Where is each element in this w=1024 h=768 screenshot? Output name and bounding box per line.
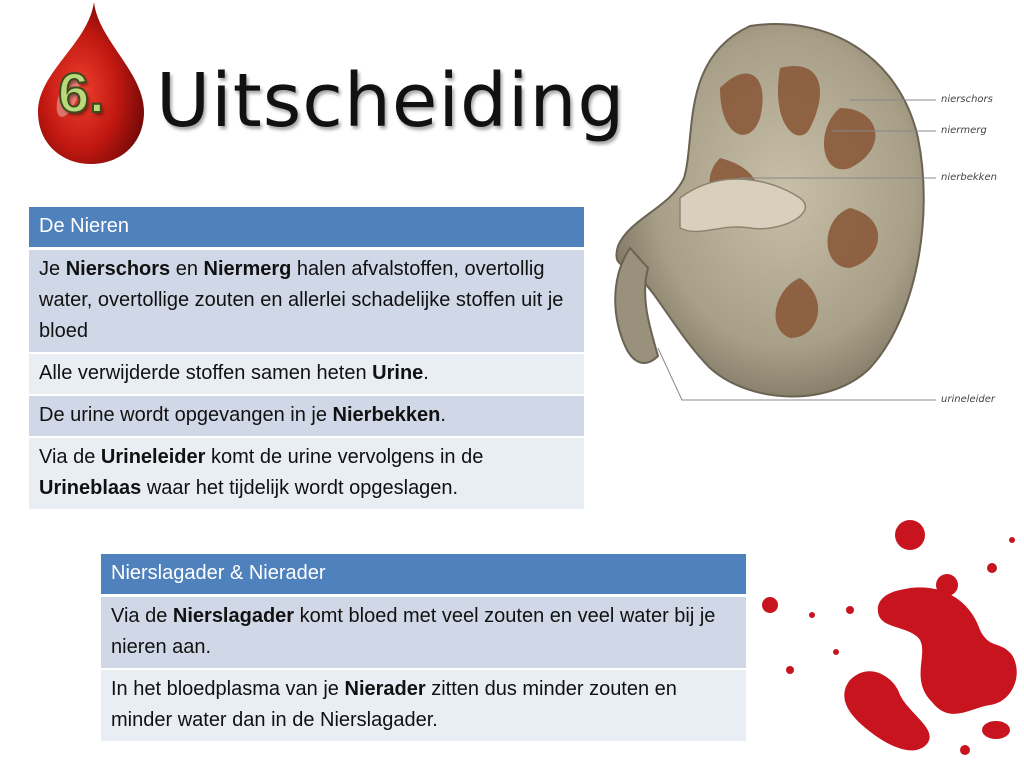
table-row: In het bloedplasma van je Nierader zitten dus minder zouten en minder water dan in de Nierslagader. bbox=[101, 669, 746, 741]
table-header: De Nieren bbox=[29, 207, 584, 249]
chapter-number: 6. bbox=[58, 61, 105, 124]
label-urineleider: urineleider bbox=[941, 394, 996, 405]
label-nierschors: nierschors bbox=[941, 94, 993, 105]
table-row: Je Nierschors en Niermerg halen afvalstoffen, overtollig water, overtollige zouten en allerlei schadelijke stoffen uit je bloed bbox=[29, 249, 584, 354]
kidney-cross-section-image bbox=[600, 18, 1024, 418]
kidneys-table bbox=[29, 207, 584, 509]
table-row: Via de Nierslagader komt bloed met veel zouten en veel water bij je nieren aan. bbox=[101, 596, 746, 670]
label-nierbekken: nierbekken bbox=[941, 172, 997, 183]
table-row: Alle verwijderde stoffen samen heten Urine. bbox=[29, 353, 584, 395]
blood-splatter-decoration bbox=[750, 440, 1024, 768]
page-title: Uitscheiding bbox=[156, 58, 626, 144]
table-header: Nierslagader & Nierader bbox=[101, 554, 746, 596]
label-niermerg: niermerg bbox=[941, 125, 987, 136]
table-row: Via de Urineleider komt de urine vervolgens in de Urineblaas waar het tijdelijk wordt opgeslagen. bbox=[29, 437, 584, 509]
renal-vessels-table bbox=[101, 554, 746, 741]
table-row: De urine wordt opgevangen in je Nierbekken. bbox=[29, 395, 584, 437]
